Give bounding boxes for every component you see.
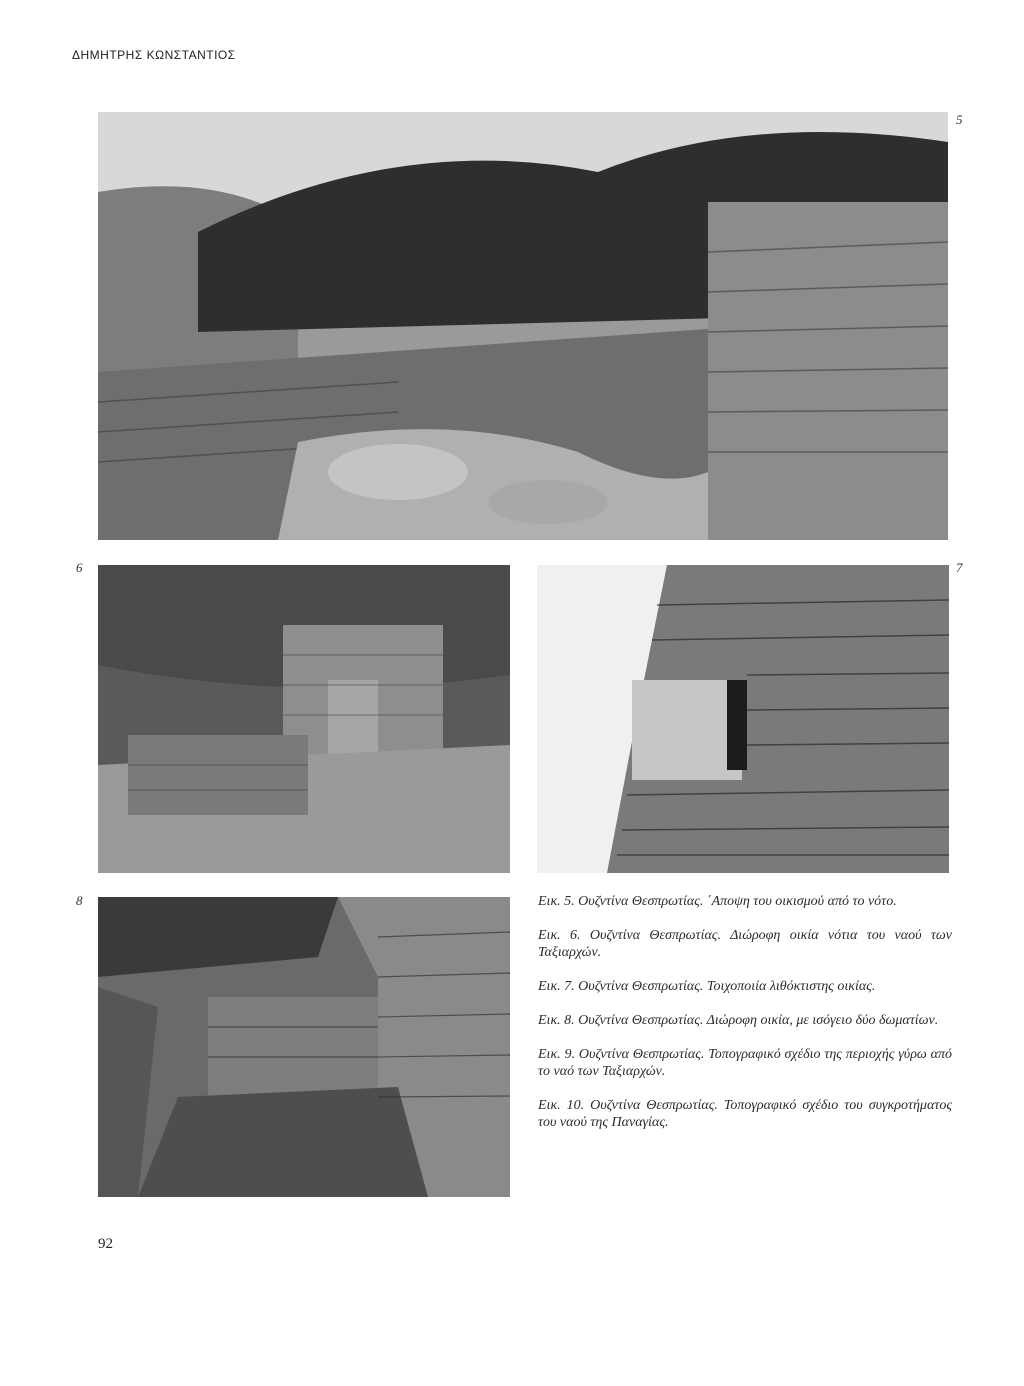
caption-fig-9: Εικ. 9. Ουζντίνα Θεσπρωτίας. Τοπογραφικό σχέδιο της περιοχής γύρω από το ναό των Ταξιαρχών. [538, 1047, 952, 1079]
caption-fig-8: Εικ. 8. Ουζντίνα Θεσπρωτίας. Διώροφη οικία, με ισόγειο δύο δωματίων. [538, 1013, 939, 1028]
photo-settlement-view [98, 112, 948, 540]
figure-number-7: 7 [956, 560, 963, 575]
page-number: 92 [98, 1236, 113, 1252]
caption-fig-5: Εικ. 5. Ουζντίνα Θεσπρωτίας. ΄Αποψη του οικισμού από το νότο. [538, 894, 897, 909]
figure-number-8: 8 [76, 893, 83, 908]
figure-captions [538, 893, 952, 1148]
caption-fig-10: Εικ. 10. Ουζντίνα Θεσπρωτίας. Τοπογραφικό σχέδιο του συγκροτήματος του ναού της Παναγίας. [538, 1098, 953, 1130]
photo-two-room-ground-floor [98, 897, 510, 1197]
figure-number-6: 6 [76, 560, 83, 575]
photo-two-storey-house [98, 565, 510, 873]
caption-fig-6: Εικ. 6. Ουζντίνα Θεσπρωτίας. Διώροφη οικία νότια του ναού των Ταξιαρχών. [538, 928, 952, 960]
photo-masonry-wall [537, 565, 949, 873]
caption-fig-7: Εικ. 7. Ουζντίνα Θεσπρωτίας. Τοιχοποιία λιθόκτιστης οικίας. [538, 979, 876, 994]
figure-number-5: 5 [956, 112, 963, 127]
running-header: ΔΗΜΗΤΡΗΣ ΚΩΝΣΤΑΝΤΙΟΣ [72, 48, 236, 62]
